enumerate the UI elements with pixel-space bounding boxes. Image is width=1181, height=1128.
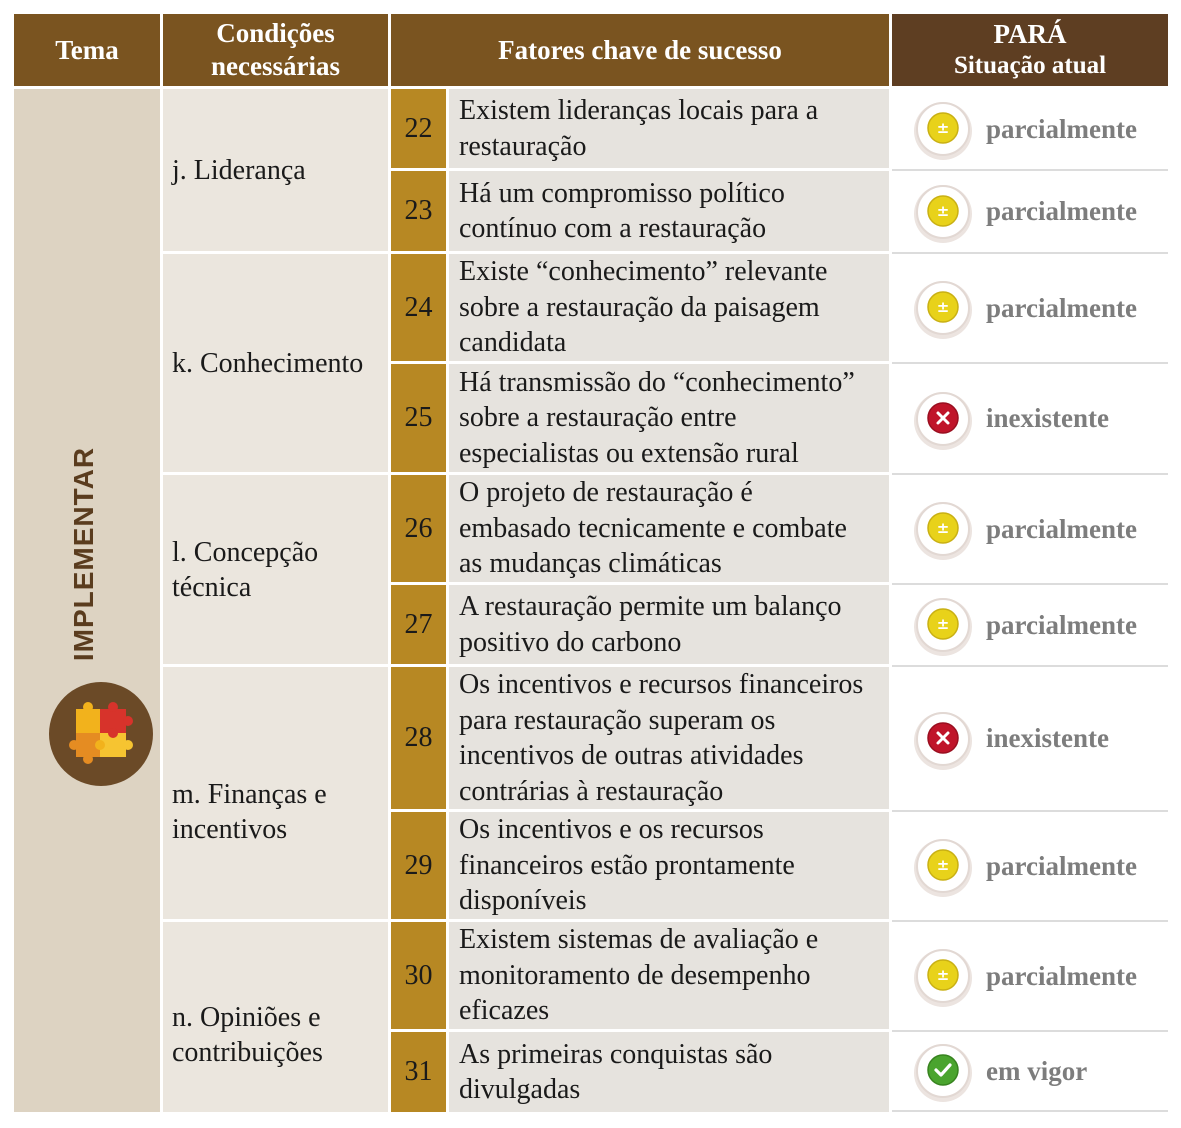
header-fatores [391, 14, 889, 86]
factor-line: As primeiras conquistas são [459, 1038, 773, 1070]
factor-number-text: 31 [404, 1056, 433, 1087]
yellow-plus-minus-icon [912, 98, 974, 160]
factor-text [449, 171, 889, 251]
svg-text:±: ± [936, 856, 950, 874]
factor-number-text: 28 [404, 722, 433, 753]
factor-line: Há um compromisso político [459, 177, 785, 209]
status-cell [892, 171, 1168, 254]
factor-text [449, 922, 889, 1029]
factor-line: contínuo com a restauração [459, 213, 767, 244]
factor-number [391, 1032, 446, 1112]
factor-number [391, 812, 446, 919]
status-label: parcialmente [986, 113, 1137, 144]
condition-conhecimento [163, 254, 388, 472]
success-factors-table [14, 14, 1168, 1112]
factor-number [391, 254, 446, 361]
factor-line: as mudanças climáticas [459, 548, 722, 580]
factor-line: A restauração permite um balanço [459, 591, 842, 622]
factor-number-text: 26 [404, 512, 433, 544]
status-cell [892, 1032, 1168, 1112]
status-label: parcialmente [986, 196, 1137, 226]
status-label: inexistente [986, 723, 1109, 753]
condition-financas-line2: incentivos [172, 814, 288, 845]
factor-line: contrárias à restauração [459, 775, 724, 807]
condition-conhecimento-label: k. Conhecimento [172, 347, 364, 379]
red-x-icon [912, 388, 974, 450]
svg-text:±: ± [936, 119, 950, 137]
yellow-plus-minus-icon [912, 594, 974, 656]
svg-text:±: ± [936, 201, 950, 220]
status-cell [892, 812, 1168, 922]
header-condicoes-line2: necessárias [211, 51, 340, 81]
status-cell [892, 922, 1168, 1032]
condition-lideranca-label: j. Liderança [172, 154, 306, 186]
factor-number-text: 25 [404, 402, 433, 433]
condition-lideranca [163, 89, 388, 251]
factor-line: eficazes [459, 995, 550, 1027]
factor-number [391, 89, 446, 168]
svg-text:±: ± [936, 966, 950, 984]
factor-number [391, 475, 446, 582]
factor-line: sobre a restauração da paisagem [459, 291, 820, 323]
factor-line: incentivos de outras atividades [459, 740, 804, 771]
yellow-plus-minus-icon [912, 181, 974, 243]
status-label: inexistente [986, 403, 1109, 433]
yellow-plus-minus-icon [912, 498, 974, 560]
factor-number-text: 23 [404, 195, 433, 226]
condition-opinioes-line2: contribuições [172, 1037, 323, 1068]
factor-line: positivo do carbono [459, 626, 682, 658]
condition-opinioes-contribuicoes [163, 922, 388, 1112]
factor-line: Há transmissão do “conhecimento” [459, 366, 855, 398]
factor-line: Existem lideranças locais para a [459, 95, 819, 126]
factor-line: disponíveis [459, 885, 587, 917]
factor-line: especialistas ou extensão rural [459, 437, 799, 469]
factor-line: embasado tecnicamente e combate [459, 512, 847, 544]
header-estado [892, 14, 1168, 86]
condition-opinioes-line1: n. Opiniões e [172, 1002, 321, 1033]
status-label: parcialmente [986, 609, 1137, 640]
factor-line: candidata [459, 327, 567, 359]
status-label: parcialmente [986, 513, 1137, 544]
header-estado-line2: Situação atual [953, 52, 1107, 79]
factor-number [391, 364, 446, 472]
factor-text [449, 89, 889, 168]
factor-line: O projeto de restauração é [459, 477, 753, 509]
yellow-plus-minus-icon [912, 277, 974, 339]
factor-text [449, 667, 889, 809]
status-label: parcialmente [986, 960, 1137, 991]
condition-concepcao-line1: l. Concepção [172, 536, 319, 568]
factor-line: Existe “conhecimento” relevante [459, 256, 828, 288]
header-tema-label: Tema [55, 34, 119, 65]
status-label: parcialmente [986, 850, 1137, 881]
header-condicoes-line1: Condições [216, 18, 335, 48]
factor-number [391, 585, 446, 664]
status-label: parcialmente [986, 292, 1137, 323]
factor-number-text: 30 [404, 959, 433, 991]
svg-text:±: ± [936, 615, 950, 633]
condition-concepcao-line2: técnica [172, 571, 252, 603]
factor-text [449, 585, 889, 664]
yellow-plus-minus-icon [912, 835, 974, 897]
factor-line: Existem sistemas de avaliação e [459, 924, 819, 956]
status-cell [892, 585, 1168, 667]
factor-line: sobre a restauração entre [459, 402, 737, 434]
puzzle-icon [48, 681, 154, 787]
tema-label-text: IMPLEMENTAR [68, 446, 99, 662]
factor-number-text: 24 [404, 291, 433, 323]
factor-number-text: 27 [404, 608, 433, 640]
factor-number-text: 22 [404, 112, 433, 144]
svg-text:±: ± [936, 519, 950, 537]
red-x-icon [912, 708, 974, 770]
yellow-plus-minus-icon [912, 945, 974, 1007]
factor-text [449, 1032, 889, 1112]
factor-line: financeiros estão prontamente [459, 849, 795, 881]
condition-financas-incentivos [163, 667, 388, 919]
status-cell [892, 254, 1168, 364]
factor-line: Os incentivos e recursos financeiros [459, 669, 864, 700]
condition-concepcao-tecnica [163, 475, 388, 664]
status-cell [892, 89, 1168, 171]
factor-text [449, 475, 889, 582]
factor-line: divulgadas [459, 1074, 581, 1105]
header-fatores-label: Fatores chave de sucesso [498, 34, 782, 65]
factor-line: Os incentivos e os recursos [459, 814, 764, 846]
factor-number-text: 29 [404, 849, 433, 881]
factor-number [391, 667, 446, 809]
header-tema [14, 14, 160, 86]
factor-number [391, 922, 446, 1029]
tema-label [54, 444, 114, 664]
green-check-icon [912, 1040, 974, 1102]
factor-line: restauração [459, 130, 587, 162]
status-label: em vigor [986, 1055, 1088, 1086]
factor-text [449, 254, 889, 361]
status-cell [892, 475, 1168, 585]
factor-line: monitoramento de desempenho [459, 959, 811, 991]
status-cell [892, 364, 1168, 475]
header-condicoes [163, 14, 388, 86]
condition-financas-line1: m. Finanças e [172, 779, 327, 810]
status-cell [892, 667, 1168, 812]
factor-number [391, 171, 446, 251]
svg-text:±: ± [936, 298, 950, 316]
factor-text [449, 812, 889, 919]
factor-line: para restauração superam os [459, 704, 776, 736]
factor-text [449, 364, 889, 472]
header-estado-line1: PARÁ [993, 19, 1067, 49]
